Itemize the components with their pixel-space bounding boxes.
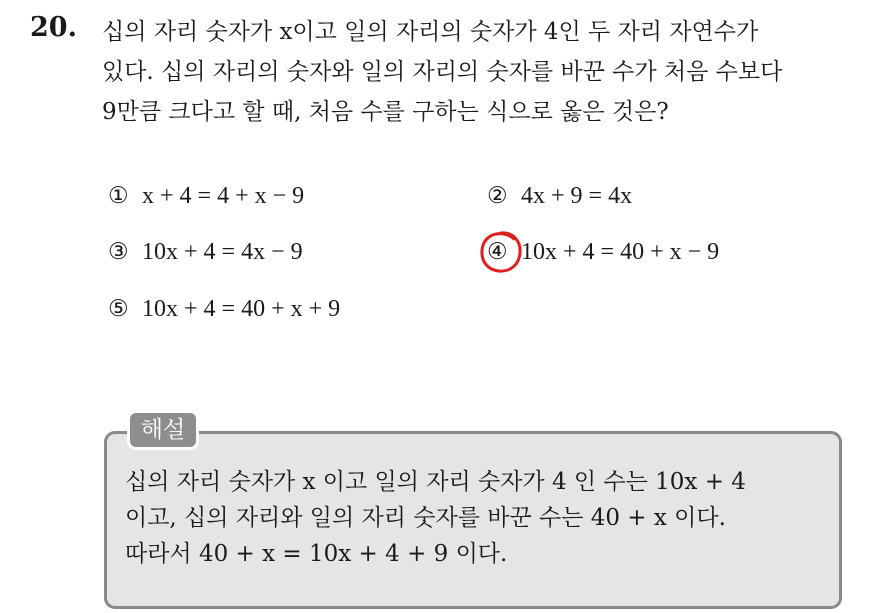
choice-1-marker: ①: [108, 183, 129, 209]
choice-1-expression: x + 4 = 4 + x − 9: [142, 183, 305, 209]
choice-3-expression: 10x + 4 = 4x − 9: [142, 239, 303, 265]
choice-3[interactable]: [108, 239, 303, 266]
question-text: 십의 자리 숫자가 x이고 일의 자리의 숫자가 4인 두 자리 자연수가 있다. 십의 자리의 숫자와 일의 자리의 숫자를 바꾼 수가 처음 수보다 9만큼 크다고 할 때, 처음 수를 구하는 식으로 옳은 것은?: [102, 19, 783, 125]
choice-4-expression: 10x + 4 = 40 + x − 9: [521, 239, 720, 265]
answer-circle-mark: [476, 227, 526, 277]
choice-5[interactable]: [108, 296, 340, 323]
question-number: 20.: [30, 12, 77, 43]
choice-1[interactable]: [108, 183, 304, 210]
choice-2-marker: ②: [487, 183, 508, 209]
choice-3-marker: ③: [108, 239, 129, 265]
solution-label: 해설: [127, 410, 199, 450]
choice-4-marker: ④: [487, 239, 508, 265]
choice-5-expression: 10x + 4 = 40 + x + 9: [142, 296, 341, 322]
solution-text: 십의 자리 숫자가 x 이고 일의 자리 숫자가 4 인 수는 10x + 4 이고, 십의 자리와 일의 자리 숫자를 바꾼 수는 40 + x 이다. 따라서 40 + x = 10x + 4 + 9 이다.: [125, 469, 746, 567]
choice-2-expression: 4x + 9 = 4x: [521, 183, 633, 209]
choice-5-marker: ⑤: [108, 296, 129, 322]
choice-2[interactable]: [487, 183, 632, 210]
